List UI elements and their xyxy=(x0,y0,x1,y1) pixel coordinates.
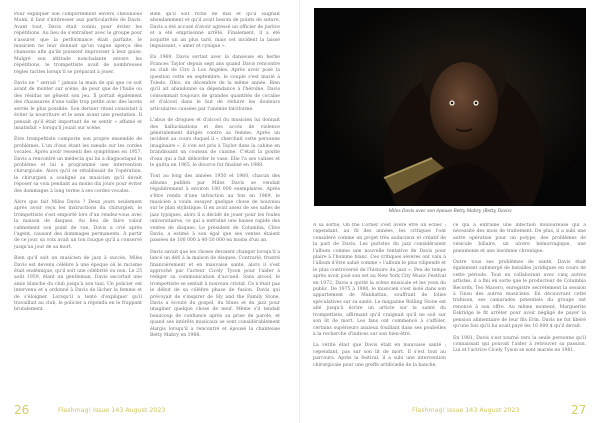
paragraph: À sa sortie, On the Corner s'est avéré être un échec ; cependant, au fil des années, les critiques l'ont considéré comme un projet très audacieux et créatif de la part de Davis. Les puristes du jazz considéraient l'album comme une nouvelle tentative de Davis pour plaire à l'homme blanc. Ces critiques sévères ont valu à l'album d'être salué comme « l'album le plus vilipendé et le plus controversé de l'histoire du jazz ». Peu de temps après avoir joué son set au New York City Music Festival en 1972, Davis a quitté la scène musicale et les yeux du public. De 1975 à 1980, le musicien s'est isolé dans son appartement de Manhattan, souffrant de folies spéculatives sur sa santé. Le magazine Rolling Stone est allé jusqu'à écrire un article sur la santé du trompettiste, affirmant qu'il craignait qu'il ne soit sur son lit de mort. Les fans ont commencé à s'affoler, certains supérieurs anxieux fouillant dans ses poubelles à la recherche d'indices sur son bien-être. xyxy=(313,223,446,337)
paragraph: La vérité était que Davis était en mauvaise santé ; cependant, pas sur son lit de mort. Il s'est tout au parcours. Après la festival, il a subi une intervention chirurgicale pour une greffe artificielle de la hanche, xyxy=(313,343,446,368)
footer-issue-right: Flashmag! Issue 143 August 2023 xyxy=(412,407,520,414)
paragraph: Outre tous ses problèmes de santé, Davis était également submergé de batailles juridiques en cours de cette période. Tout en collaborant avec cinq autres artistes, il a fini en sorte que le producteur de Columbia Records, Teo Macero, enregistre secrètement la session à l'insu des autres musiciens. En découvrant cette trahison, ses camarades potentiels du groupe ont renoncé à son offre. Au même moment, Marguerite Eskridge le fit arrêter pour avoir négligé de payer la pension alimentaire de leur fils Erin. Davis ne fut libéré qu'une fois qu'il lui avait payé les 10 000 $ qu'il devait. xyxy=(453,260,586,330)
paragraph: Tout au long des années 1950 et 1960, chacun des albums publiés par Miles Davis se vendait régulièrement à environ 100 000 exemplaires. Après s'être rendu d'une infraction au fois en 1969, le musicien a voulu essayer quelque chose de nouveau sur le plan stylistique. Il en avait assez de ses salles de jazz typiques, alors il a décidé de jouer pour les foules universitaires, ce qui a entraîné une baisse rapide des ventes de disques. Le président de Columbia, Clive Davis, a estimé à son égal que ses ventes étaient passées de 100 000 à 40-50 000 en moins d'un an. xyxy=(150,174,280,244)
right-page-column-2 xyxy=(453,223,586,393)
footer-issue-left: Flashmag! Issue 143 August 2023 xyxy=(58,407,166,414)
paragraph: Davis ne " serrait " jamais la main de qui que ce soit avant de monter sur scène, de peur que de l'huile ou des résidus ne gênent son jeu. Il portait également des chaussures d'une taille trop petite avec des lacets serrés le plus possible. Son dernier rituel consistait à éviter la nourriture et le sexe avant une prestation. Il pensait qu'il était important de se sentir « affamé et insatisfait » lorsqu'il jouait sur scène. xyxy=(14,81,142,131)
page-number-right: 27 xyxy=(571,403,587,417)
paragraph: Pour expliquer son comportement envers Thelonious Monk, il faut s'intéresser aux particularités de Davis. Avant tout, Davis était connu pour éviter les répétitions. Au lieu de s'entraîner avec le groupe pour s'assurer que la performance était parfaite, le musicien ne leur donnait qu'un vague aperçu des chansons afin qu'ils puissent improviser à leur guise. Malgré son attitude nonchalante envers les répétitions, le trompettiste avait de nombreuses règles tacites lorsqu'il se préparait à jouer. xyxy=(14,12,142,75)
photo-caption: Miles Davis avec son épouse Betty Mabry (Betty Davis) xyxy=(388,209,512,214)
paragraph: En 1981, Davis s'est tourné vers la seule personne qu'il connaissait qui pouvait l'aider à retrouver sa passion. Lui et l'actrice Cicely Tyson se sont mariés en 1981. xyxy=(453,335,586,354)
left-page-column-2 xyxy=(150,12,280,397)
paragraph: Être trompettiste comporte son propre ensemble de problèmes. L'un d'eux étant les nœuds sur les cordes vocales. Après avoir ressenti des symptômes en 1957, Davis a rencontré un médecin qui lui a diagnostiqué le problème et lui a programmé une intervention chirurgicale. Alors qu'il se rétablissait de l'opération, le chirurgien a souligné au musicien qu'il devait reposer sa voix pendant au moins dix jours pour éviter des dommages à long terme à ses cordes vocales. xyxy=(14,137,142,194)
paragraph: L'abus de drogues et d'alcool du musicien lui donnait des hallucinations et des accès de violence généralement dirigés contre sa femme. Après un incident au cours duquel il « cherchait cette personne imaginaire », il s'en est pris à Taylor dans la cabine en brandissant un couteau de cuisine. C'était la goutte d'eau qui a fait déborder le vase. Elle l'a ses valises et le quitta en 1965, le divorce fut finalisé en 1968. xyxy=(150,118,280,168)
paragraph: Davis savait que les choses devaient changer lorsqu'il a lancé un défi à la maison de disques. Contrarié, frustré financièrement et en mauvaise santé, alors il s'est approché par l'acteur Cicely Tyson pour l'aider à rédiger sa communication d'accueil. Sans alcool, le trompettiste se sentait à nouveau cristal. Ce n'était pas le début de sa célèbre phase de fusion. Davis qui prévoyait de s'inspirer de Sly and the Family Stone, Davis a écouté du gospel, du blues et du jazz pour imaginer quelque chose de neuf. Même s'il tendait beaucoup de confiance après sa prise de parole, et quand ses intérêts musicaux se sont considérablement élargis lorsqu'il a rencontré et épousé la chanteuse Betty Mabry en 1968. xyxy=(150,249,280,339)
paragraph: ce qui a entraîné une infection douloureuse qui a nécessité des mois de traitement. De plus, il a subi une autre opération pour un polype, des problèmes de vésicule biliaire, un ulcère hémorragique, une pneumonie et une insomnie chronique. xyxy=(453,223,586,254)
paragraph: Bien qu'il soit riche de mal et qu'il saignait abondamment et qu'il avait besoin de points de suture, Davis a été accusé d'avoir agressé un officier de justice et a été emprisonné arrêté. Finalement, il a été acquitté un an plus tard, mais cet incident la laissé impuissant, « amer et cynique ». xyxy=(150,12,280,50)
right-page-column-1 xyxy=(313,223,446,393)
paragraph: En 1969, Davis sortait avec la danseuse en herbe Frances Taylor depuis sept ans quand Davis rencontre au club de Ciro à Los Angeles. Après avoir posé la question cette en septembre, le couple s'est marié à Toledo, Ohio, en décembre de la même année. Bien qu'il ait abandonné sa dépendance à l'héroïne, Davis consommait toujours de grandes quantités de cocaïne et d'alcool dans le but de réduire les douleurs articulaires causées par l'anémie falciforme. xyxy=(150,55,280,112)
paragraph: Alors que fait Miles Davis ? Deux jours seulement après avoir reçu les instructions du chirurgien, le trompettiste s'est emporté lors d'un rendez-vous avec la maison de disques. Au lieu de faire valoir calmement son point de vue, Davis a crié après l'agent, causant des dommages permanents. À partir de ce jour, sa voix avait un ton rauque qu'il a conservé jusqu'au jour de sa mort. xyxy=(14,199,142,250)
paragraph: Bien qu'il soit un musicien de jazz à succès, Miles Davis est devenu célèbre à une époque où le racisme était endémique, qu'il soit une célébrité ou non. Le 25 août 1959, étant un gentleman, Davis escortait une amie blanche du club jusqu'à son taxi. Un policier est intervenu et a ordonné à Davis de lâcher la femme et de s'éloigner. Lorsqu'il a tenté d'expliquer qu'il travaillait au club, le policier a répondu en le frappant brutalement. xyxy=(14,256,142,313)
page-gutter xyxy=(299,0,300,423)
page-number-left: 26 xyxy=(14,403,30,417)
miles-davis-photo xyxy=(314,8,586,206)
left-page-column-1 xyxy=(14,12,142,397)
